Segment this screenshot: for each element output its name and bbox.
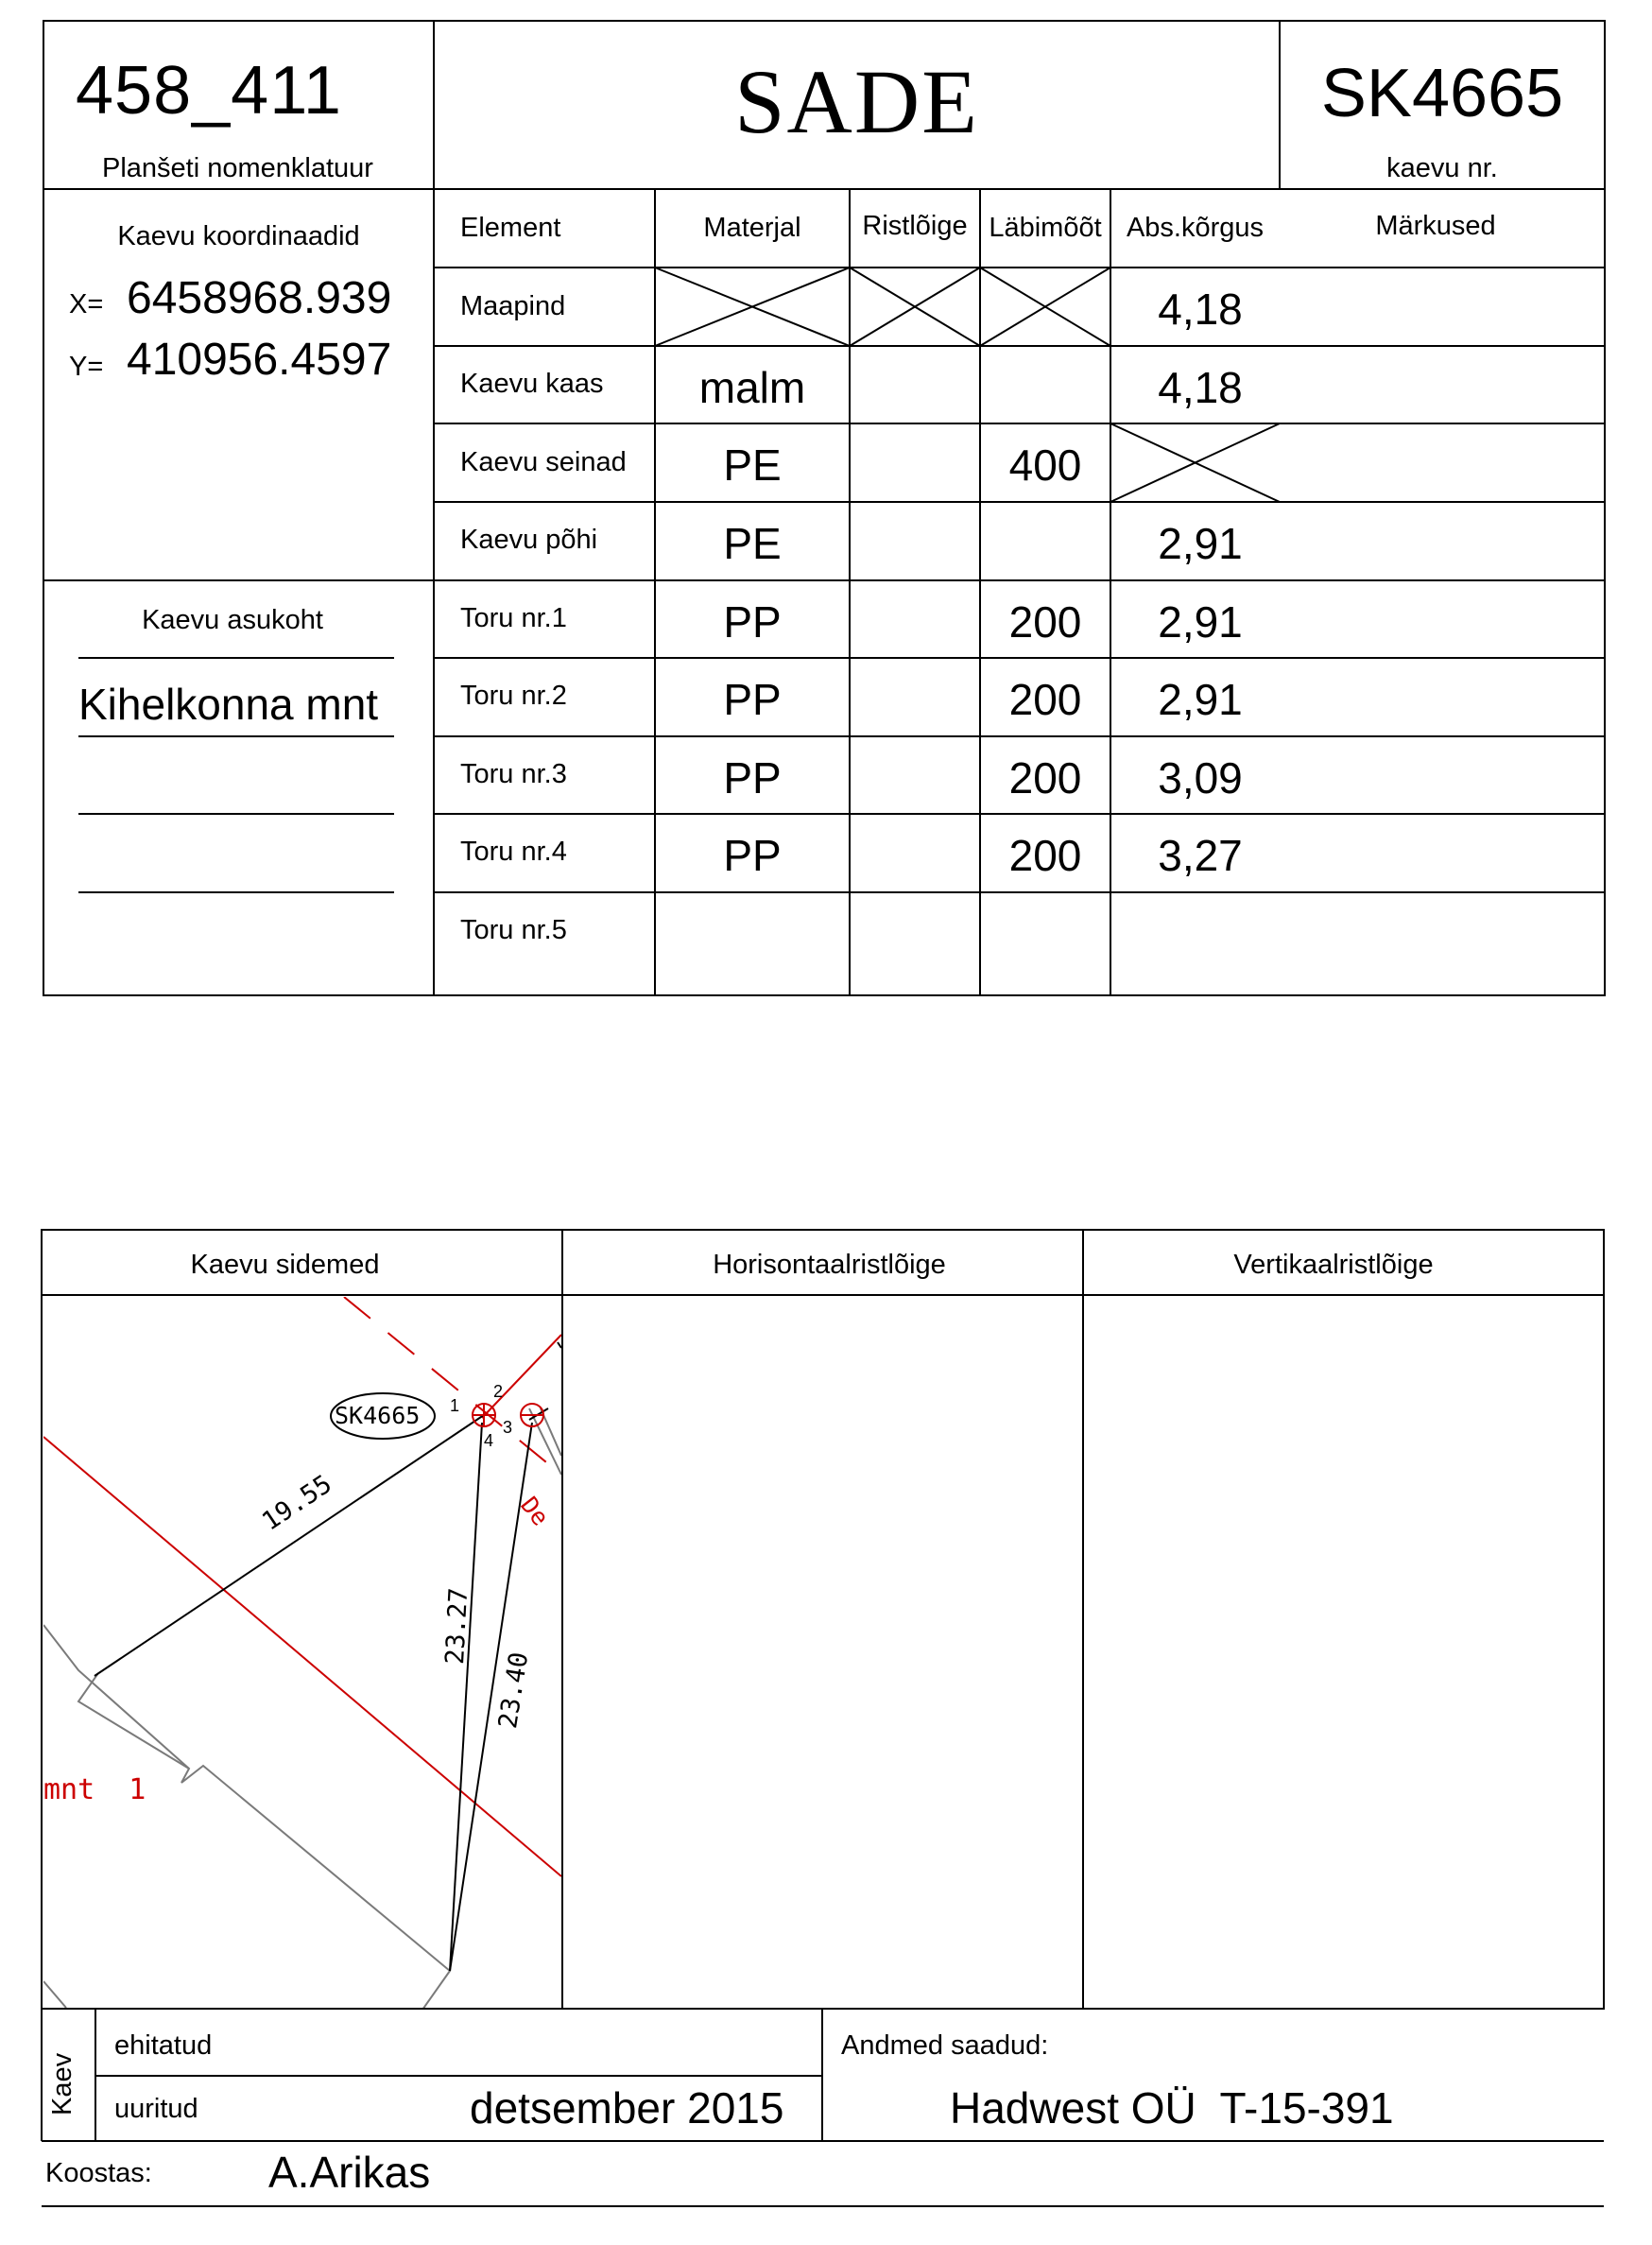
row-abs: 4,18 [1158, 363, 1243, 412]
pipe-number-3: 3 [503, 1418, 513, 1437]
built-label: ehitatud [114, 2030, 213, 2061]
location-map [43, 1297, 561, 2019]
header-element: Element [460, 213, 561, 243]
row-element: Toru nr.1 [460, 603, 567, 633]
street-label-fragment: De [515, 1492, 555, 1531]
well-id: SK4665 [1320, 56, 1564, 131]
row-material: PP [723, 597, 782, 647]
row-diameter: 200 [1008, 597, 1082, 647]
header-notes: Märkused [1375, 211, 1496, 241]
location-line-1: Kihelkonna mnt [78, 680, 379, 729]
distance-1955: 19.55 [257, 1469, 337, 1537]
pipe-number-1: 1 [450, 1396, 460, 1415]
row-material: PP [723, 831, 782, 880]
row-abs: 3,09 [1158, 753, 1243, 803]
x-label: X= [69, 289, 104, 319]
well-side-label: Kaev [47, 2052, 77, 2115]
surveyed-label: uuritud [114, 2094, 198, 2124]
pipe-number-2: 2 [493, 1382, 504, 1401]
sheet-number: 458_411 [76, 53, 342, 129]
row-element: Kaevu kaas [460, 369, 604, 399]
row-diameter: 200 [1008, 675, 1082, 724]
row-abs: 2,91 [1158, 597, 1243, 647]
row-abs: 2,91 [1158, 675, 1243, 724]
data-source-label: Andmed saadud: [841, 2030, 1049, 2061]
row-element: Maapind [460, 291, 566, 321]
location-title: Kaevu asukoht [142, 605, 323, 635]
row-material: PE [723, 519, 782, 568]
row-abs: 2,91 [1158, 519, 1243, 568]
row-diameter: 200 [1008, 753, 1082, 803]
row-element: Kaevu seinad [460, 447, 627, 477]
data-source-value: Hadwest OÜ T-15-391 [950, 2083, 1394, 2133]
y-label: Y= [69, 352, 104, 382]
row-material: PP [723, 753, 782, 803]
measure-line-1955 [95, 1415, 484, 1676]
connections-title: Kaevu sidemed [190, 1250, 380, 1280]
row-element: Toru nr.2 [460, 681, 567, 711]
vertical-section-title: Vertikaalristlõige [1233, 1250, 1434, 1280]
measure-line-2327 [450, 1423, 482, 1971]
building-outline [43, 1625, 450, 2019]
horizontal-section-title: Horisontaalristlõige [713, 1250, 946, 1280]
street-label: mnt 1 [43, 1773, 146, 1806]
row-abs: 4,18 [1158, 285, 1243, 334]
lower-block-border [42, 1230, 1604, 2009]
distance-2340: 23.40 [493, 1649, 535, 1731]
network-type-title: SADE [734, 51, 979, 152]
sheet-caption: Planšeti nomenklatuur [102, 153, 373, 183]
row-abs: 3,27 [1158, 831, 1243, 880]
coordinates-title: Kaevu koordinaadid [117, 221, 360, 251]
row-material: malm [698, 363, 806, 412]
row-material: PE [723, 440, 782, 490]
row-element: Toru nr.4 [460, 837, 567, 867]
distance-2327: 23.27 [440, 1586, 474, 1666]
row-diameter: 200 [1008, 831, 1082, 880]
survey-date: detsember 2015 [470, 2083, 784, 2133]
row-element: Toru nr.5 [460, 915, 567, 945]
y-coordinate: 410956.4597 [127, 335, 392, 385]
well-caption: kaevu nr. [1386, 153, 1498, 183]
header-abs-height: Abs.kõrgus [1126, 213, 1265, 243]
row-material: PP [723, 675, 782, 724]
header-material: Materjal [703, 213, 801, 243]
x-coordinate: 6458968.939 [127, 273, 392, 323]
header-diameter: Läbimõõt [989, 213, 1102, 243]
header-cross-section: Ristlõige [862, 211, 968, 241]
row-diameter: 400 [1008, 440, 1082, 490]
compiled-by-value: A.Arikas [268, 2148, 431, 2197]
compiled-by-label: Koostas: [45, 2158, 152, 2188]
row-element: Toru nr.3 [460, 759, 567, 789]
pipe-number-4: 4 [484, 1431, 494, 1450]
row-element: Kaevu põhi [460, 525, 598, 555]
map-well-label: SK4665 [335, 1402, 421, 1429]
